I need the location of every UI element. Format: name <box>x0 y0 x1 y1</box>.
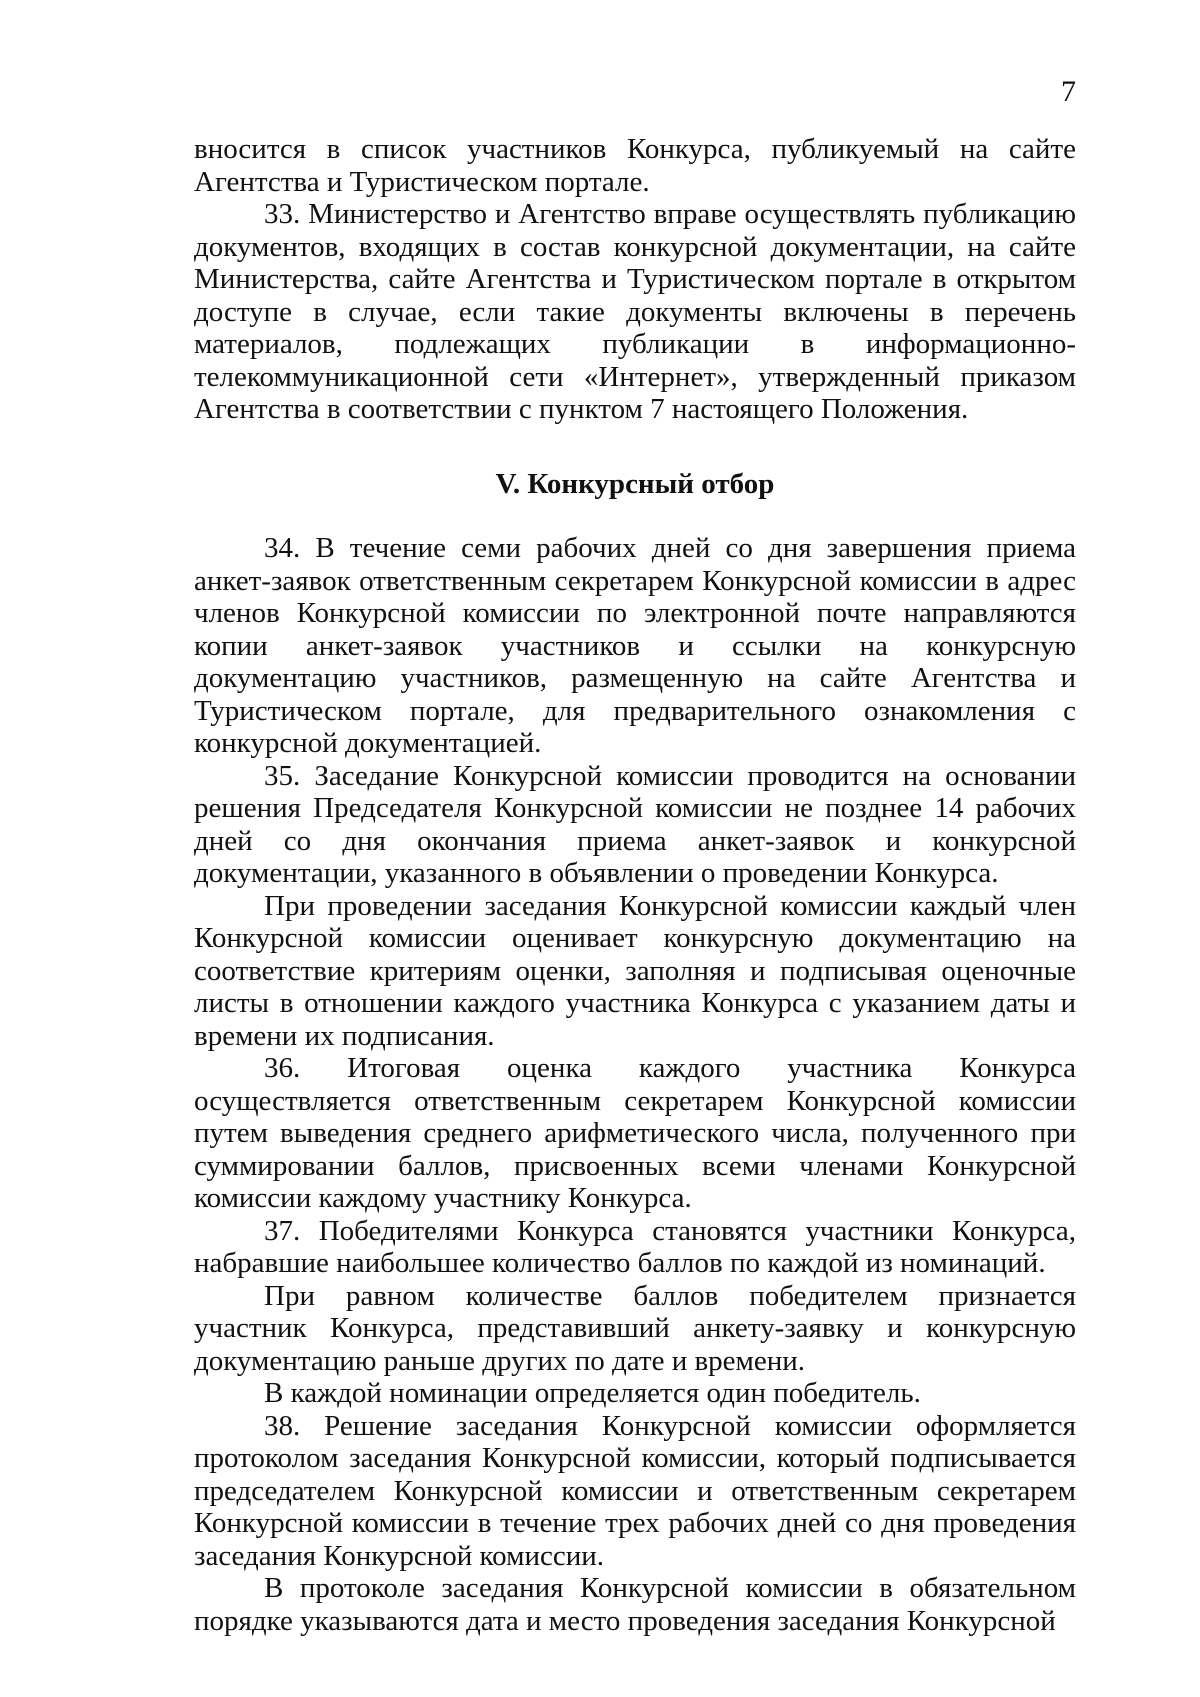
section-heading: V. Конкурсный отбор <box>495 467 775 500</box>
paragraph-35: 35. Заседание Конкурсной комиссии проводится на основании решения Председателя Конкурсной комиссии не позднее 14 рабочих дней со дня окончания приема анкет-заявок и конкурсной документации, указанного в объявлении о проведении Конкурса. <box>194 759 1076 889</box>
paragraph-37-winner-rule: В каждой номинации определяется один победитель. <box>264 1377 921 1409</box>
paragraph-34: 34. В течение семи рабочих дней со дня завершения приема анкет-заявок ответственным секретарем Конкурсной комиссии в адрес членов Конкурсной комиссии по электронной почте направляются копии анкет-заявок участников и ссылки на конкурсную документацию участников, размещенную на сайте Агентства и Туристическом портале, для предварительного ознакомления с конкурсной документацией. <box>194 532 1076 759</box>
paragraph-33: 33. Министерство и Агентство вправе осуществлять публикацию документов, входящих в состав конкурсной документации, на сайте Министерства, сайте Агентства и Туристическом портале в открытом доступе в случае, если такие документы включены в перечень материалов, подлежащих публикации в информационно-телекоммуникационной сети «Интернет», утвержденный приказом Агентства в соответствии с пунктом 7 настоящего Положения. <box>194 198 1076 425</box>
document-body <box>194 133 1076 1637</box>
paragraph-35-continued: При проведении заседания Конкурсной комиссии каждый член Конкурсной комиссии оценивает конкурсную документацию на соответствие критериям оценки, заполняя и подписывая оценочные листы в отношении каждого участника Конкурса с указанием даты и времени их подписания. <box>194 889 1076 1052</box>
paragraph-38-continued: В протоколе заседания Конкурсной комиссии в обязательном порядке указываются дата и место проведения заседания Конкурсной <box>194 1572 1076 1637</box>
paragraph-37: 37. Победителями Конкурса становятся участники Конкурса, набравшие наибольшее количество баллов по каждой из номинаций. <box>194 1214 1076 1279</box>
page-number: 7 <box>1061 75 1076 108</box>
paragraph-37-tie-rule: При равном количестве баллов победителем признается участник Конкурса, представивший анкету-заявку и конкурсную документацию раньше других по дате и времени. <box>194 1279 1076 1377</box>
paragraph-continuation: вносится в список участников Конкурса, публикуемый на сайте Агентства и Туристическом портале. <box>194 133 1076 198</box>
paragraph-38: 38. Решение заседания Конкурсной комиссии оформляется протоколом заседания Конкурсной комиссии, который подписывается председателем Конкурсной комиссии и ответственным секретарем Конкурсной комиссии в течение трех рабочих дней со дня проведения заседания Конкурсной комиссии. <box>194 1409 1076 1572</box>
paragraph-36: 36. Итоговая оценка каждого участника Конкурса осуществляется ответственным секретарем Конкурсной комиссии путем выведения среднего арифметического числа, полученного при суммировании баллов, присвоенных всеми членами Конкурсной комиссии каждому участнику Конкурса. <box>194 1052 1076 1214</box>
